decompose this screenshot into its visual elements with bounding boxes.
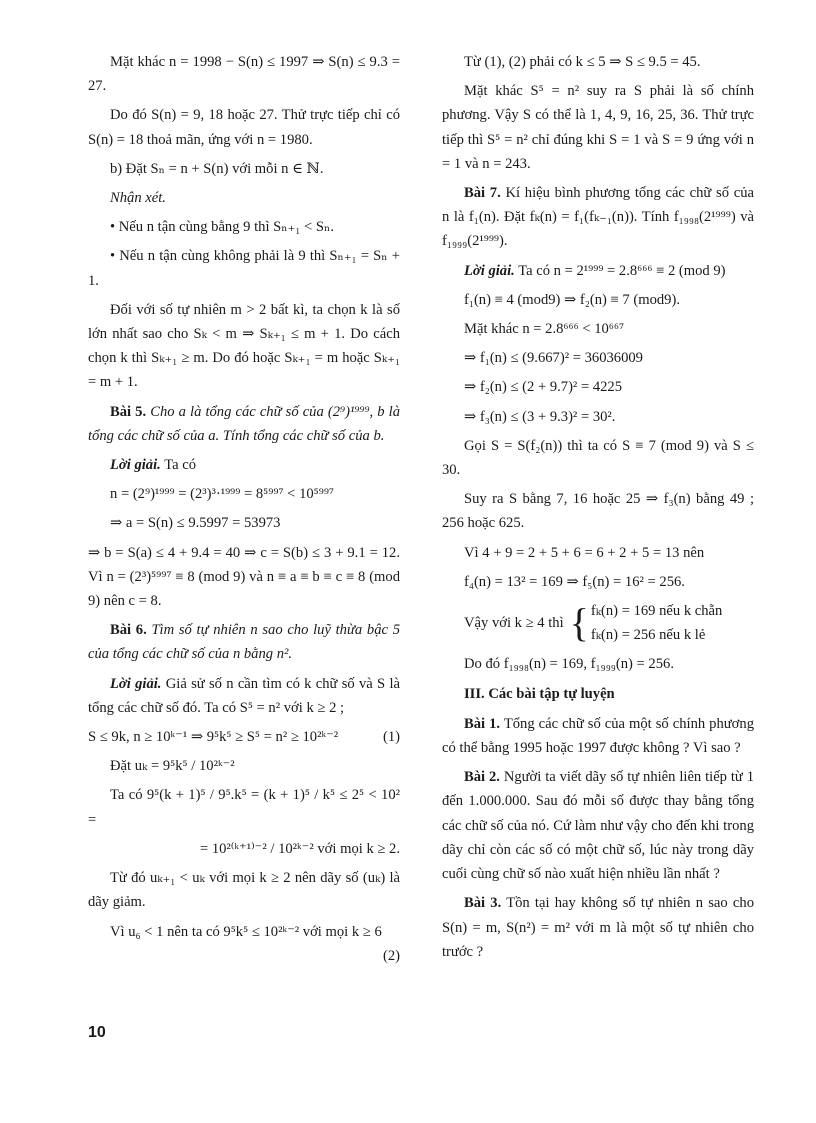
paragraph: Mặt khác n = 2.8⁶⁶⁶ < 10⁶⁶⁷ [464,321,625,338]
section-heading: III. Các bài tập tự luyện [464,685,615,702]
formula-line: = 10²⁽ᵏ⁺¹⁾⁻² / 10²ᵏ⁻² với mọi k ≥ 2. [199,840,400,857]
exercise-3: Bài 3. Tồn tại hay không số tự nhiên n sao cho S(n) = m, S(n²) = m² với m là một số tự nhiên cho trước ? [442,895,754,960]
exercise-1: Bài 1. Tổng các chữ số của một số chính phương có thể bằng 1995 hoặc 1997 được không ? Vì sao ? [442,715,754,757]
formula-line: Đặt uₖ = 9⁵k⁵ / 10²ᵏ⁻² [110,758,235,775]
solution-heading: Lời giải. Ta có n = 2¹⁹⁹⁹ = 2.8⁶⁶⁶ ≡ 2 (mod 9) [464,262,726,279]
paragraph: Đối với số tự nhiên m > 2 bất kì, ta chọn k là số lớn nhất sao cho Sₖ < m ⇒ Sₖ₊₁ ≤ m + 1. Do cách chọn k thì Sₖ₊₁ ≥ m. Do đó hoặc Sₖ₊₁ = m hoặc Sₖ₊₁ = m + 1. [88,301,400,391]
paragraph: Mặt khác S⁵ = n² suy ra S phải là số chính phương. Vậy S có thể là 1, 4, 9, 16, 25, 36. Thử trực tiếp thì S⁵ = n² chỉ đúng khi S = 1 và S = 9 ứng với n = 1 và n = 243. [442,83,754,172]
page-number: 10 [88,1024,106,1041]
formula-line: ⇒ a = S(n) ≤ 9.5997 = 53973 [110,515,281,532]
paragraph: Do đó S(n) = 9, 18 hoặc 27. Thử trực tiếp chỉ có S(n) = 18 thoả mãn, ứng với n = 1980. [88,107,400,148]
paragraph: Lời giải. Giả sử số n cần tìm có k chữ số và S là tổng các chữ số đó. Ta có S⁵ = n² với k ≥ 2 ; [88,675,400,716]
paragraph: Mặt khác n = 1998 − S(n) ≤ 1997 ⇒ S(n) ≤ 9.3 = 27. [88,54,400,95]
formula-line: S ≤ 9k, n ≥ 10ᵏ⁻¹ ⇒ 9⁵k⁵ ≥ S⁵ = n² ≥ 10²ᵏ⁻² (1) [88,729,400,746]
left-column [88,50,400,968]
bullet-item: • Nếu n tận cùng không phải là 9 thì Sₙ₊₁ = Sₙ + 1. [88,248,400,289]
problem-5: Bài 5. Cho a là tổng các chữ số của (2⁹)¹⁹⁹⁹, b là tổng các chữ số của a. Tính tổng các chữ số của b. [88,403,401,444]
brace: { [569,600,589,646]
paragraph: Do đó f₁₉₉₈(n) = 169, f₁₉₉₉(n) = 256. [464,656,674,673]
paragraph: Từ đó uₖ₊₁ < uₖ với mọi k ≥ 2 nên dãy số (uₖ) là dãy giảm. [88,870,400,911]
paragraph: Vì 4 + 9 = 2 + 5 + 6 = 6 + 2 + 5 = 13 nên [464,544,705,561]
formula-line: f₄(n) = 13² = 169 ⇒ f₅(n) = 16² = 256. [464,573,685,590]
paragraph: Gọi S = S(f₂(n)) thì ta có S ≡ 7 (mod 9) và S ≤ 30. [442,437,754,479]
remark-heading: Nhận xét. [110,190,166,207]
formula-line: f₁(n) ≡ 4 (mod9) ⇒ f₂(n) ≡ 7 (mod9). [464,291,680,308]
paragraph: Vì u₆ < 1 nên ta có 9⁵k⁵ ≤ 10²ᵏ⁻² với mọi k ≥ 6 (2) [110,923,400,964]
paragraph: ⇒ b = S(a) ≤ 4 + 9.4 = 40 ⇒ c = S(b) ≤ 3 + 9.1 = 12. Vì n = (2³)⁵⁹⁹⁷ ≡ 8 (mod 9) và n ≡ a ≡ b ≡ c ≡ 8 (mod 9) nên c = 8. [88,544,400,610]
bullet-item: • Nếu n tận cùng bằng 9 thì Sₙ₊₁ < Sₙ. [110,219,335,236]
formula-line: n = (2⁹)¹⁹⁹⁹ = (2³)³·¹⁹⁹⁹ = 8⁵⁹⁹⁷ < 10⁵⁹⁹⁷ [110,486,335,503]
paragraph: Từ (1), (2) phải có k ≤ 5 ⇒ S ≤ 9.5 = 45. [464,54,701,70]
exercise-2: Bài 2. Người ta viết dãy số tự nhiên liên tiếp từ 1 đến 1.000.000. Sau đó mỗi số được thay bằng tổng các chữ số của nó. Cứ làm như vậy cho đến khi trong dãy chỉ còn các số có một chữ số, lúc này trong dãy cuối cùng chữ số nào xuất hiện nhiều lần nhất ? [442,769,754,883]
formula-line: ⇒ f₃(n) ≤ (3 + 9.3)² = 30². [464,408,616,425]
right-column [442,50,754,969]
problem-7: Bài 7. Kí hiệu bình phương tổng các chữ số của n là f₁(n). Đặt fₖ(n) = f₁(fₖ₋₁(n)). Tính f₁₉₉₈(2¹⁹⁹⁹) và f₁₉₉₉(2¹⁹⁹⁹). [442,185,754,250]
paragraph: Suy ra S bằng 7, 16 hoặc 25 ⇒ f₃(n) bằng 49 ; 256 hoặc 625. [442,491,754,532]
solution-heading: Lời giải. Ta có [110,457,196,474]
piecewise-cases: fₖ(n) = 169 nếu k chẵn fₖ(n) = 256 nếu k lẻ [590,603,723,644]
problem-6: Bài 6. Tìm số tự nhiên n sao cho luỹ thừa bậc 5 của tổng các chữ số của n bằng n². [88,622,400,663]
paragraph: b) Đặt Sₙ = n + S(n) với mỗi n ∈ ℕ. [110,160,324,177]
formula-line: Ta có 9⁵(k + 1)⁵ / 9⁵.k⁵ = (k + 1)⁵ / k⁵ ≤ 2⁵ < 10² = [88,787,400,828]
piecewise-formula: Vậy với k ≥ 4 thì { fₖ(n) = 169 nếu k chẵn fₖ(n) = 256 nếu k lẻ [442,599,754,647]
formula-line: ⇒ f₂(n) ≤ (2 + 9.7)² = 4225 [464,379,623,396]
formula-line: ⇒ f₁(n) ≤ (9.667)² = 36036009 [464,350,643,367]
